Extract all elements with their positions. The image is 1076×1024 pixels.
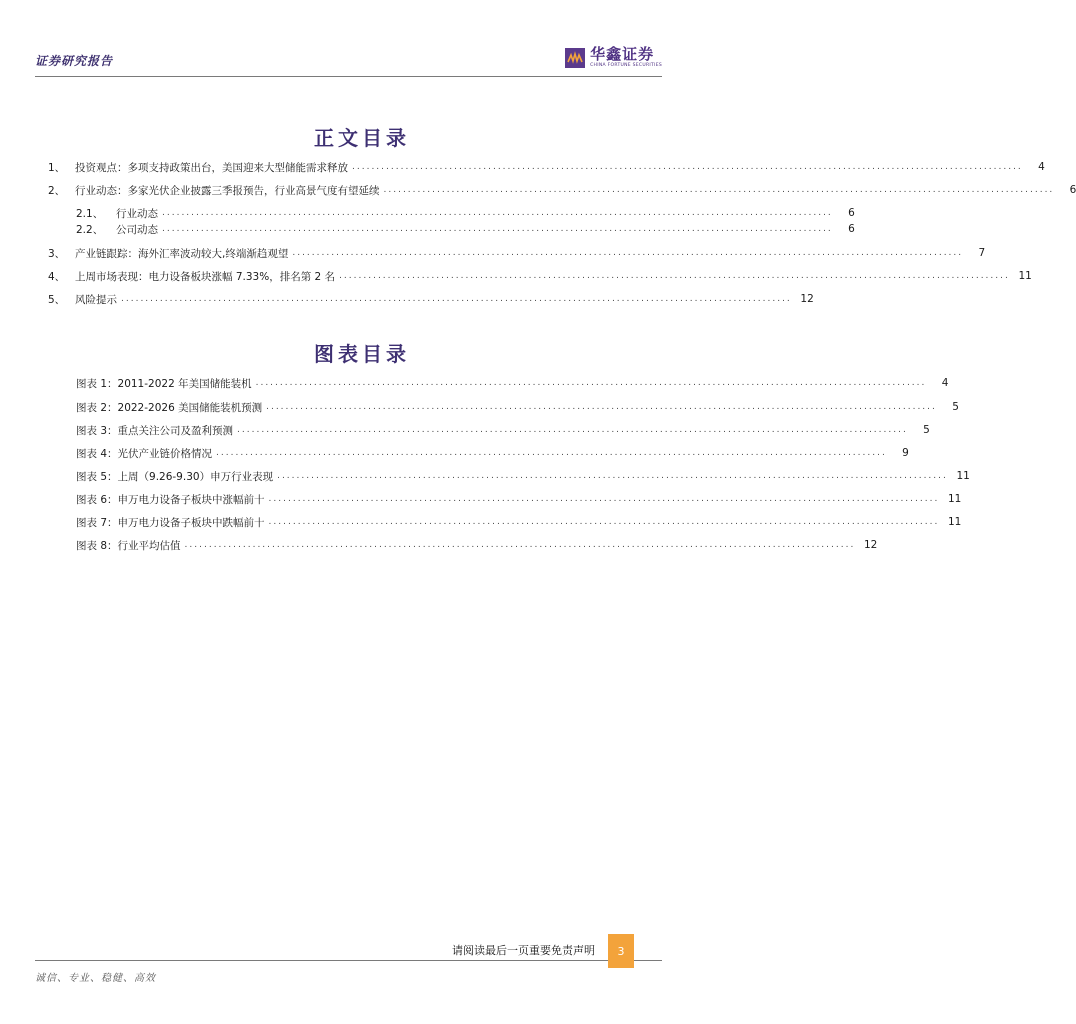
toc-leader: .......................................................................................................................................... [339,271,1010,281]
chart-toc-entry[interactable] [76,491,962,507]
toc-page: 7 [978,247,986,259]
toc-number: 1、 [48,161,66,174]
toc-entry[interactable] [48,245,986,261]
chart-toc-entry[interactable] [76,445,909,461]
toc-label: 上周市场表现：电力设备板块涨幅 7.33%，排名第 2 名 [75,270,336,283]
toc-label: 投资观点：多项支持政策出台，美国迎来大型储能需求释放 [75,161,348,174]
toc-entry[interactable] [48,159,1045,175]
chart-toc-entry[interactable] [76,468,970,484]
page-number-badge: 3 [608,934,634,968]
toc-leader: .......................................................................................................................................... [237,425,908,435]
toc-page: 12 [800,293,814,305]
footer-divider [35,960,662,961]
toc-leader: .......................................................................................................................................... [268,517,940,527]
chart-toc-label: 图表 3：重点关注公司及盈利预测 [76,424,234,437]
toc-leader: .......................................................................................................................................... [162,208,833,218]
toc-leader: .......................................................................................................................................... [292,248,964,258]
toc-page: 11 [1018,270,1032,282]
toc-leader: .......................................................................................................................................... [352,162,1023,172]
company-slogan: 诚信、专业、稳健、高效 [35,973,156,984]
toc-label: 行业动态 [116,207,158,220]
chart-toc-title: 图表目录 [314,342,410,366]
toc-number: 2.1、 [76,207,104,220]
toc-entry[interactable] [76,221,855,237]
toc-page: 6 [848,223,855,235]
chart-toc-entry[interactable] [76,399,959,415]
toc-page: 5 [952,401,959,413]
report-type-label: 证券研究报告 [35,54,114,68]
toc-page: 4 [941,377,949,389]
disclaimer-note[interactable]: 请阅读最后一页重要免责声明 [452,944,595,957]
toc-page: 9 [902,447,909,459]
toc-leader: .......................................................................................................................................... [216,448,887,458]
chart-toc-entry[interactable] [76,375,949,391]
chart-toc-entry[interactable] [76,514,962,530]
toc-leader: .......................................................................................................................................... [277,471,948,481]
chart-toc-label: 图表 4：光伏产业链价格情况 [76,447,213,460]
toc-entry[interactable] [48,268,1032,284]
toc-label: 风险提示 [75,293,117,306]
company-logo [565,46,662,69]
logo-name: 华鑫证券 [590,45,655,63]
toc-page: 12 [863,539,878,551]
toc-number: 2.2、 [76,223,104,236]
toc-leader: .......................................................................................................................................... [268,494,940,504]
main-toc-title: 正文目录 [314,126,410,150]
toc-leader: .......................................................................................................................................... [255,378,927,388]
toc-page: 6 [1069,184,1076,196]
toc-leader: .......................................................................................................................................... [162,224,833,234]
chart-toc-label: 图表 5：上周（9.26-9.30）申万行业表现 [76,470,274,483]
toc-entry[interactable] [76,205,855,221]
toc-page: 11 [956,470,970,482]
chart-toc-entry[interactable] [76,537,878,553]
chart-toc-label: 图表 2：2022-2026 美国储能装机预测 [76,401,263,414]
toc-page: 5 [923,424,930,436]
toc-entry[interactable] [48,291,814,307]
toc-label: 产业链跟踪：海外汇率波动较大,终端渐趋观望 [75,247,289,260]
toc-page: 6 [848,207,855,219]
toc-number: 3、 [48,247,66,260]
logo-mark-icon [565,48,585,68]
toc-leader: .......................................................................................................................................... [121,294,792,304]
toc-label: 行业动态：多家光伏企业披露三季报预告，行业高景气度有望延续 [75,184,380,197]
toc-page: 4 [1038,161,1045,173]
toc-entry[interactable] [48,182,1076,198]
toc-leader: .......................................................................................................................................... [383,185,1055,195]
chart-toc-label: 图表 7：申万电力设备子板块中跌幅前十 [76,516,265,529]
chart-toc-label: 图表 8：行业平均估值 [76,539,181,552]
toc-number: 4、 [48,270,66,283]
toc-page: 11 [947,516,962,528]
logo-subtitle: CHINA FORTUNE SECURITIES [590,63,662,68]
chart-toc-entry[interactable] [76,422,930,438]
toc-number: 5、 [48,293,66,306]
toc-page: 11 [947,493,962,505]
page-header [35,44,662,77]
toc-number: 2、 [48,184,66,197]
chart-toc-label: 图表 6：申万电力设备子板块中涨幅前十 [76,493,265,506]
chart-toc-label: 图表 1：2011-2022 年美国储能装机 [76,377,252,390]
toc-leader: .......................................................................................................................................... [184,540,856,550]
toc-label: 公司动态 [116,223,158,236]
toc-leader: .......................................................................................................................................... [266,402,937,412]
